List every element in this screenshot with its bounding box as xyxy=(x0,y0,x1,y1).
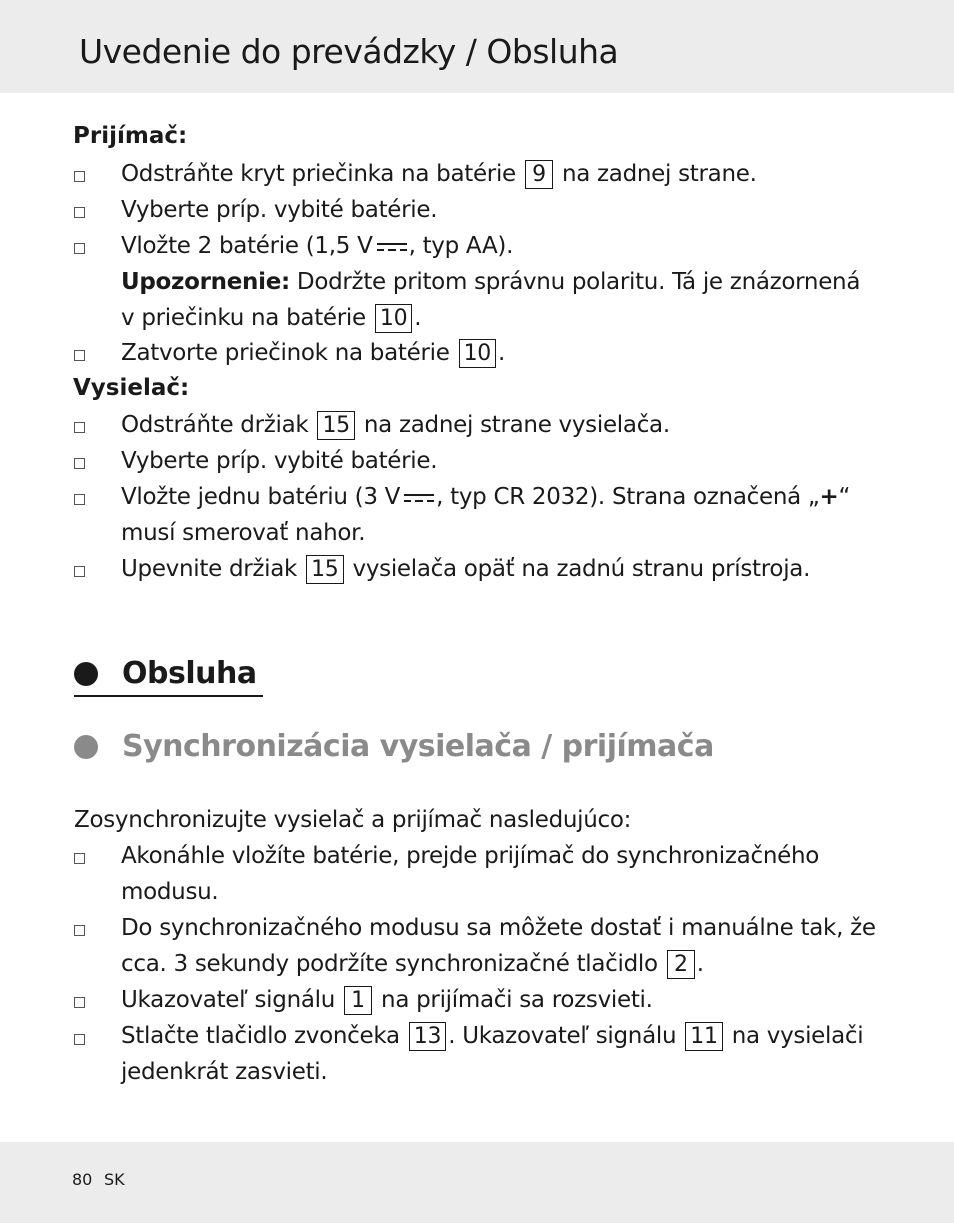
page-number: 80 xyxy=(72,1170,93,1189)
reference-number: 13 xyxy=(409,1022,446,1051)
sync-step-2: Do synchronizačného modusu sa môžete dostať i manuálne tak, že xyxy=(121,915,876,941)
bullet-icon xyxy=(74,1034,85,1045)
receiver-step-4 xyxy=(121,336,505,370)
receiver-heading: Prijímač: xyxy=(73,123,188,149)
page-title: Uvedenie do prevádzky / Obsluha xyxy=(79,32,619,71)
bullet-icon xyxy=(74,171,85,182)
bullet-icon xyxy=(74,422,85,433)
transmitter-step-1 xyxy=(121,408,670,442)
step-text: na zadnej strane. xyxy=(561,161,757,187)
reference-number: 10 xyxy=(459,339,496,368)
receiver-step-2: Vyberte príp. vybité batérie. xyxy=(121,197,438,223)
step-text: na vysielači xyxy=(731,1023,864,1049)
sync-step-3 xyxy=(121,983,653,1017)
receiver-step-3 xyxy=(121,229,513,263)
bullet-icon xyxy=(74,925,85,936)
reference-number: 1 xyxy=(344,986,372,1015)
dc-symbol-icon xyxy=(403,492,435,504)
step-text: , typ AA). xyxy=(408,233,514,259)
bullet-icon xyxy=(74,207,85,218)
transmitter-step-3-line2: musí smerovať nahor. xyxy=(121,520,366,546)
sync-step-4 xyxy=(121,1019,863,1053)
step-text: “ xyxy=(838,484,851,510)
sync-step-2-line2 xyxy=(121,947,704,981)
step-text: Ukazovateľ signálu xyxy=(121,987,336,1013)
transmitter-step-2: Vyberte príp. vybité batérie. xyxy=(121,448,438,474)
note-label: Upozornenie: xyxy=(121,269,290,295)
receiver-note xyxy=(121,265,860,299)
section-dot-icon xyxy=(74,735,98,759)
plus-sign: + xyxy=(819,484,839,510)
reference-number: 15 xyxy=(306,555,343,584)
step-text: Vložte 2 batérie (1,5 V xyxy=(121,233,373,259)
reference-number: 15 xyxy=(317,411,354,440)
page-header xyxy=(0,0,954,93)
sync-intro: Zosynchronizujte vysielač a prijímač nasledujúco: xyxy=(74,807,632,833)
step-text: . Ukazovateľ signálu xyxy=(448,1023,677,1049)
sync-step-4-line2: jedenkrát zasvieti. xyxy=(121,1059,328,1085)
transmitter-step-3 xyxy=(121,480,850,514)
step-text: Odstráňte kryt priečinka na batérie xyxy=(121,161,516,187)
step-text: . xyxy=(497,340,505,366)
section-dot-icon xyxy=(74,662,98,686)
reference-number: 2 xyxy=(667,950,695,979)
transmitter-step-4 xyxy=(121,552,810,586)
step-text: na zadnej strane vysielača. xyxy=(363,412,670,438)
receiver-note-line2 xyxy=(121,301,421,335)
reference-number: 10 xyxy=(375,304,412,333)
sync-step-1-line2: modusu. xyxy=(121,879,219,905)
note-text: v priečinku na batérie xyxy=(121,305,366,331)
language-code: SK xyxy=(104,1170,125,1189)
bullet-icon xyxy=(74,350,85,361)
bullet-icon xyxy=(74,243,85,254)
section-title-sync: Synchronizácia vysielača / prijímača xyxy=(122,729,714,764)
bullet-icon xyxy=(74,853,85,864)
section-underline xyxy=(74,695,263,697)
step-text: . xyxy=(696,951,704,977)
receiver-step-1 xyxy=(121,157,757,191)
step-text: Upevnite držiak xyxy=(121,556,298,582)
step-text: Odstráňte držiak xyxy=(121,412,309,438)
transmitter-heading: Vysielač: xyxy=(73,375,190,401)
step-text: Vložte jednu batériu (3 V xyxy=(121,484,401,510)
note-text: Dodržte pritom správnu polaritu. Tá je znázornená xyxy=(296,269,861,295)
bullet-icon xyxy=(74,494,85,505)
step-text: Zatvorte priečinok na batérie xyxy=(121,340,450,366)
reference-number: 11 xyxy=(685,1022,722,1051)
bullet-icon xyxy=(74,566,85,577)
page-footer xyxy=(0,1142,954,1223)
step-text: Stlačte tlačidlo zvončeka xyxy=(121,1023,400,1049)
bullet-icon xyxy=(74,458,85,469)
note-text: . xyxy=(414,305,422,331)
step-text: vysielača opäť na zadnú stranu prístroja. xyxy=(352,556,811,582)
bullet-icon xyxy=(74,997,85,1008)
step-text: , typ CR 2032). Strana označená „ xyxy=(436,484,820,510)
sync-step-1: Akonáhle vložíte batérie, prejde prijímač do synchronizačného xyxy=(121,843,819,869)
step-text: cca. 3 sekundy podržíte synchronizačné tlačidlo xyxy=(121,951,658,977)
section-title-obsluha: Obsluha xyxy=(122,656,257,691)
reference-number: 9 xyxy=(525,160,553,189)
step-text: na prijímači sa rozsvieti. xyxy=(381,987,653,1013)
dc-symbol-icon xyxy=(376,241,408,253)
